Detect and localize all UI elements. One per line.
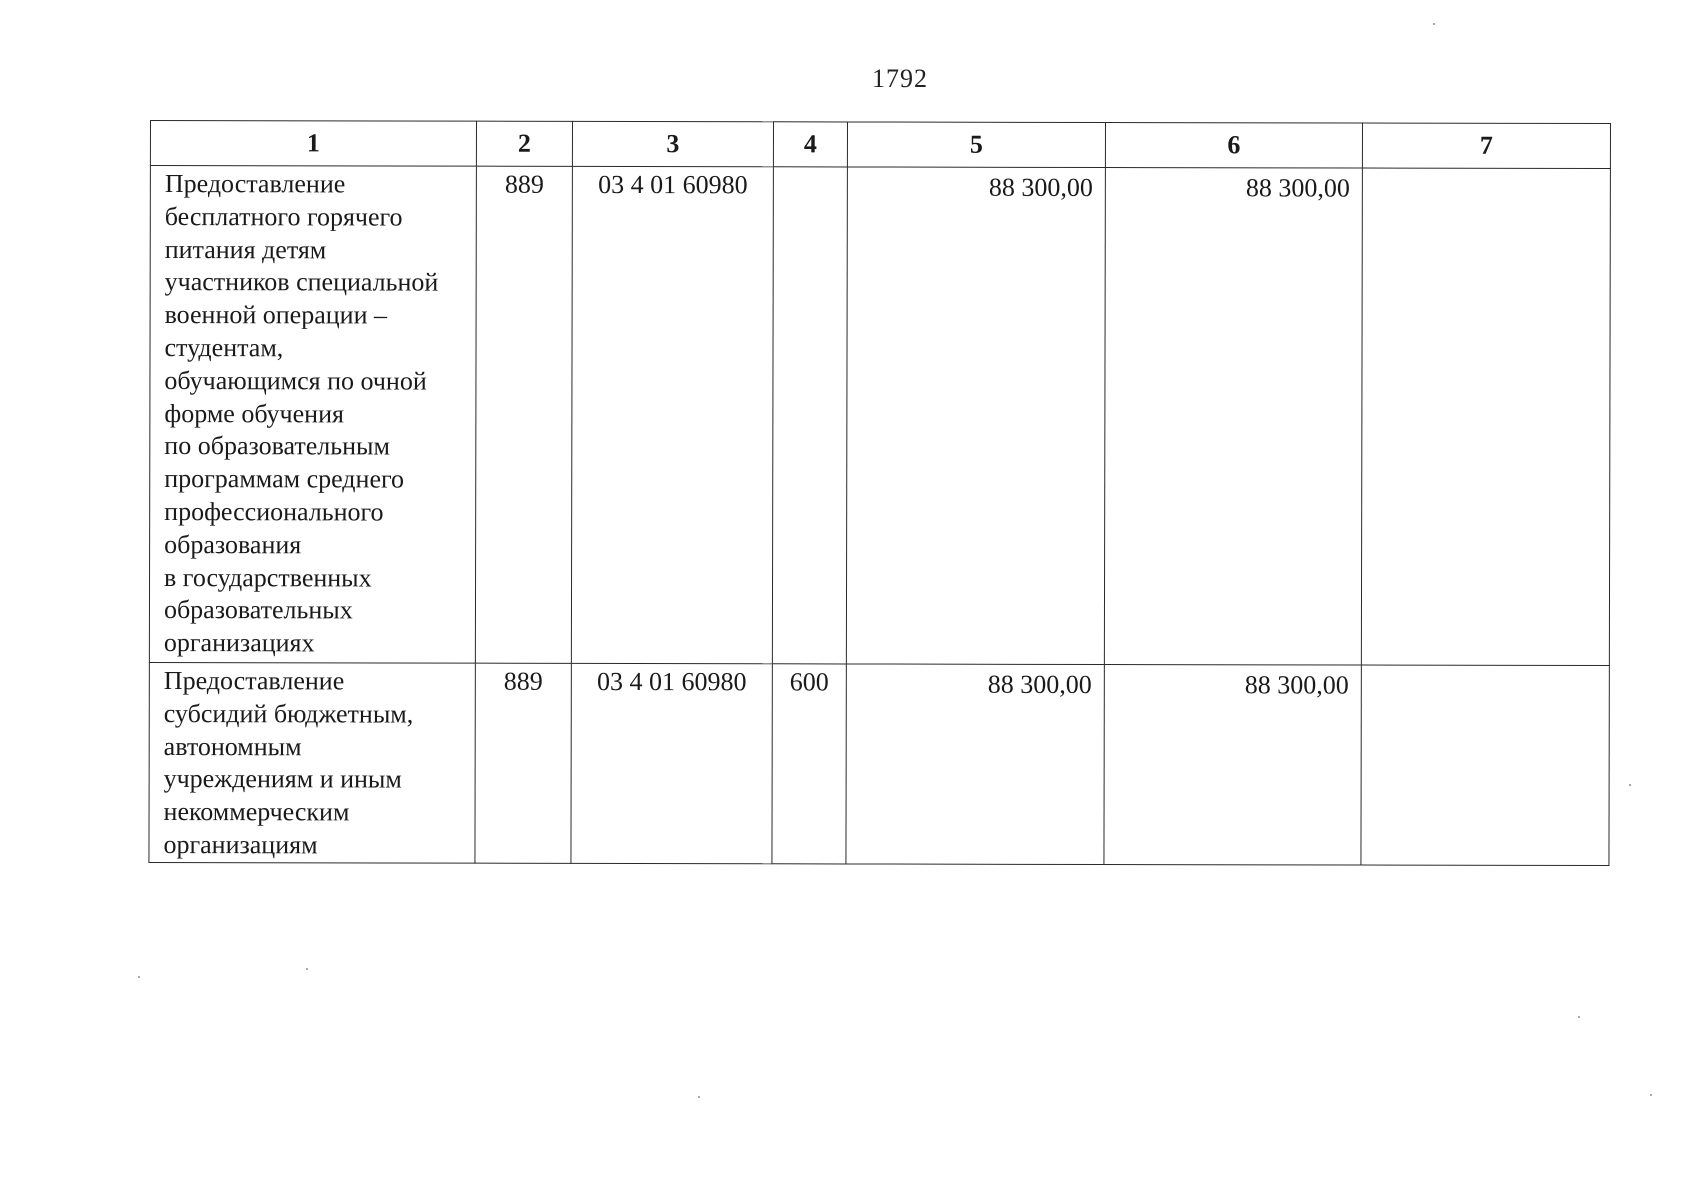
row-name-cell (149, 166, 476, 664)
target-article-cell: 03 4 01 60980 (571, 663, 772, 863)
amount-cell-5: 88 300,00 (846, 167, 1105, 665)
amount-cell-7 (1361, 168, 1610, 666)
amount-cell-7 (1361, 665, 1609, 865)
column-header-1: 1 (150, 121, 476, 167)
expense-type-cell: 600 (772, 664, 846, 864)
column-header-4: 4 (773, 122, 847, 167)
name-line: Предоставление (164, 169, 346, 199)
name-line: организациях (163, 628, 315, 658)
name-line: питания детям (164, 234, 327, 264)
table-header-row (150, 121, 1610, 169)
name-line: некоммерческим (163, 797, 350, 827)
name-line: бесплатного горячего (164, 201, 403, 232)
name-line: обучающимся по очной (164, 365, 427, 396)
name-line: программам среднего (164, 464, 405, 494)
name-line: автономным (163, 731, 302, 761)
table-row (149, 662, 1609, 865)
admin-code-cell: 889 (475, 663, 571, 863)
column-header-6: 6 (1105, 123, 1362, 169)
column-header-7: 7 (1362, 123, 1610, 169)
name-line: военной операции – (164, 300, 388, 330)
name-line: образовательных (163, 595, 353, 625)
name-line: участников специальной (164, 267, 439, 297)
admin-code-cell: 889 (475, 166, 572, 663)
scan-speck (1650, 1094, 1652, 1096)
amount-cell-6: 88 300,00 (1104, 168, 1362, 666)
name-line: организациям (163, 830, 318, 860)
column-header-2: 2 (476, 121, 572, 166)
name-line: образования (164, 529, 302, 560)
row-name-cell (149, 662, 475, 862)
budget-table (148, 120, 1611, 866)
page-number: 1792 (872, 64, 928, 93)
name-line: профессионального (164, 496, 384, 527)
name-line: субсидий бюджетным, (163, 698, 414, 729)
column-header-3: 3 (572, 121, 773, 166)
name-line: форме обучения (164, 398, 345, 428)
name-line: студентам, (164, 333, 284, 363)
amount-cell-6: 88 300,00 (1104, 665, 1361, 865)
scan-speck (138, 976, 140, 978)
target-article-cell: 03 4 01 60980 (571, 166, 773, 663)
column-header-5: 5 (847, 122, 1105, 168)
amount-cell-5: 88 300,00 (846, 664, 1104, 864)
scan-speck (306, 968, 308, 970)
expense-type-cell (772, 167, 847, 664)
scan-speck (1629, 784, 1631, 786)
scan-speck (698, 1096, 700, 1098)
scan-speck (1433, 23, 1435, 25)
name-line: Предоставление (163, 666, 345, 696)
name-line: по образовательным (164, 431, 391, 461)
table-row (149, 166, 1610, 666)
name-line: в государственных (164, 562, 372, 593)
name-line: учреждениям и иным (163, 764, 402, 794)
scan-speck (1578, 1016, 1580, 1018)
